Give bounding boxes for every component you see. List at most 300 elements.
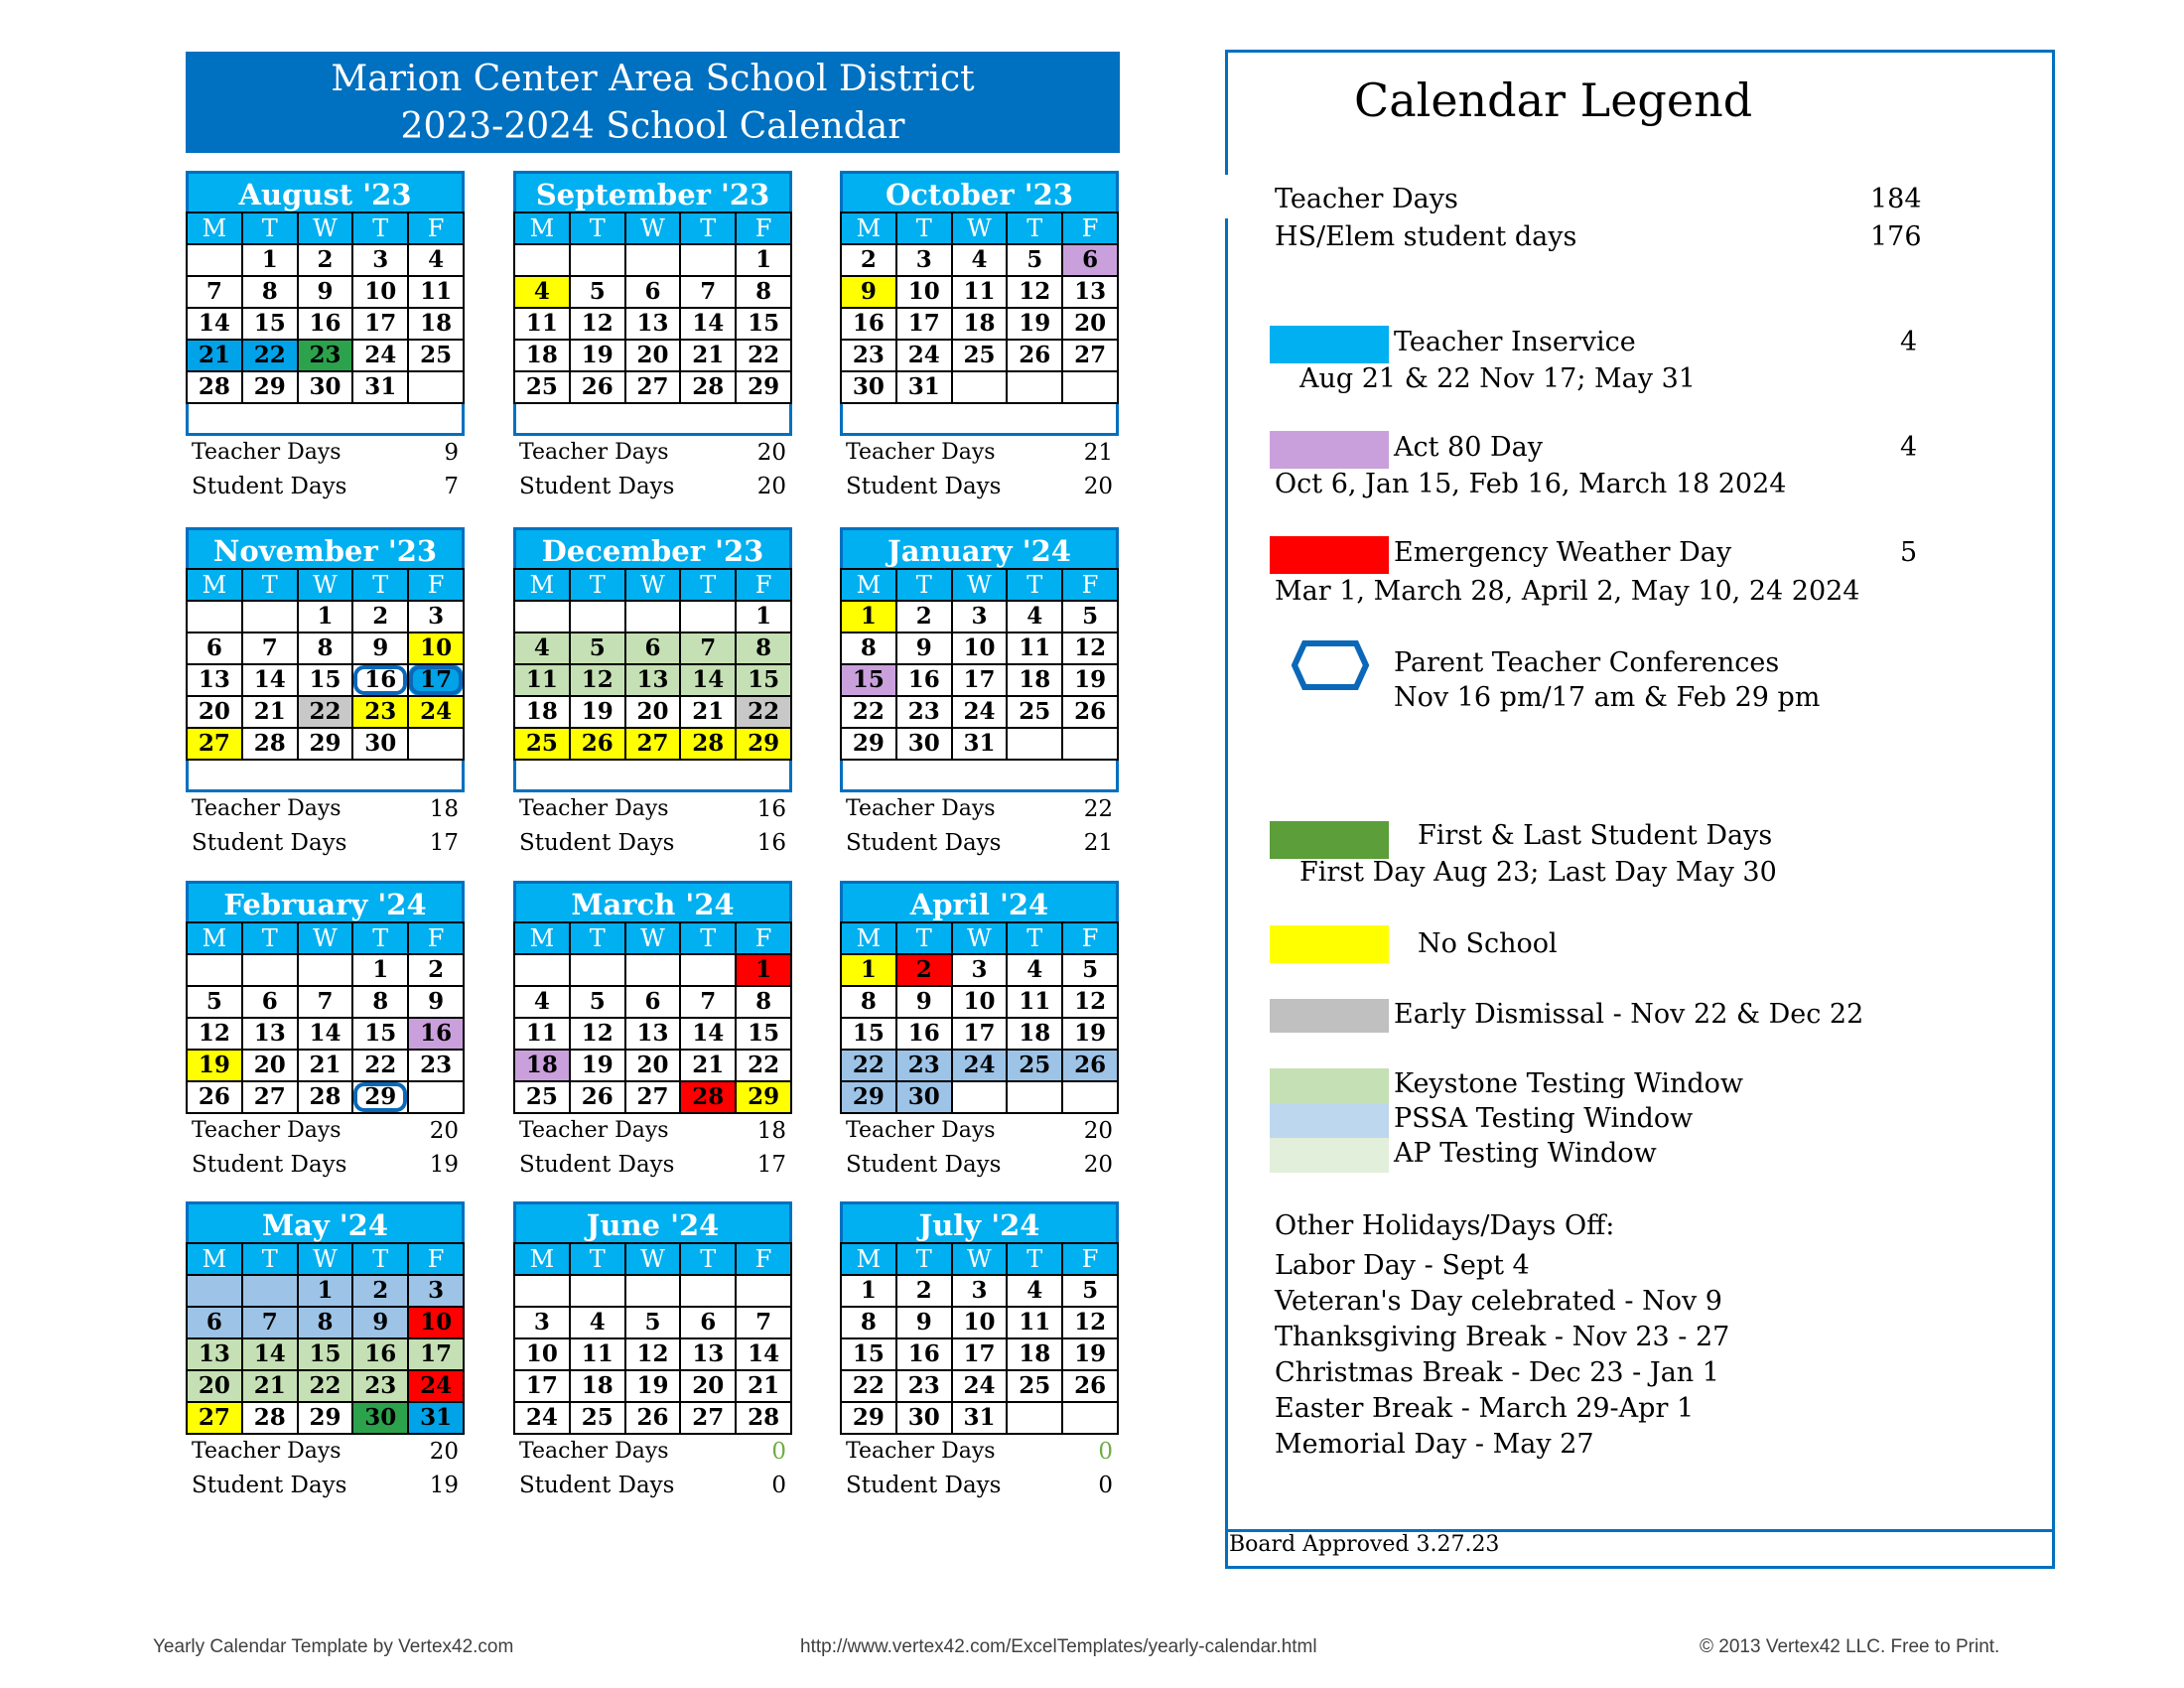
day-cell	[408, 371, 464, 403]
day-cell: 19	[1007, 308, 1062, 340]
day-cell: 22	[841, 696, 896, 728]
day-cell	[1007, 371, 1062, 403]
day-cell: 3	[952, 601, 1008, 633]
student-days-label: Student Days	[192, 1473, 347, 1498]
day-cell: 15	[736, 664, 791, 696]
day-cell: 15	[736, 308, 791, 340]
day-cell: 22	[736, 696, 791, 728]
day-cell: 5	[1007, 244, 1062, 276]
day-cell: 26	[187, 1081, 242, 1113]
day-cell: 13	[242, 1018, 298, 1050]
day-cell: 1	[352, 954, 408, 986]
inservice-swatch	[1270, 326, 1389, 363]
day-cell: 6	[680, 1307, 736, 1338]
day-cell: 20	[187, 696, 242, 728]
day-cell: 31	[952, 728, 1008, 760]
day-cell: 4	[952, 244, 1008, 276]
day-cell: 6	[187, 633, 242, 664]
day-cell: 23	[408, 1050, 464, 1081]
day-cell: 4	[514, 276, 570, 308]
teacher-days-label: Teacher Days	[519, 1118, 669, 1143]
weekday-header: T	[896, 922, 952, 954]
day-cell: 21	[736, 1370, 791, 1402]
day-cell: 16	[352, 1338, 408, 1370]
emergency-swatch	[1270, 536, 1389, 574]
month-grid	[186, 211, 465, 404]
weekday-header: T	[242, 922, 298, 954]
weekday-header: T	[242, 569, 298, 601]
teacher-days-label: Teacher Days	[192, 1118, 341, 1143]
legend-ap-label: AP Testing Window	[1394, 1138, 1657, 1169]
day-cell: 9	[352, 1307, 408, 1338]
day-cell: 5	[1062, 601, 1118, 633]
day-cell: 20	[680, 1370, 736, 1402]
weekday-header: T	[1007, 1243, 1062, 1275]
weekday-header: T	[896, 1243, 952, 1275]
day-cell: 26	[1062, 1370, 1118, 1402]
day-cell: 13	[680, 1338, 736, 1370]
day-cell: 21	[242, 696, 298, 728]
month-title: March '24	[513, 881, 792, 921]
footer-copyright: © 2013 Vertex42 LLC. Free to Print.	[1700, 1636, 2000, 1657]
day-cell	[514, 601, 570, 633]
month-title: April '24	[840, 881, 1119, 921]
pssa-swatch	[1270, 1103, 1389, 1138]
weekday-header: T	[680, 569, 736, 601]
student-days-label: Student Days	[192, 830, 347, 856]
month-grid	[186, 921, 465, 1114]
legend-act80-count: 4	[1900, 432, 1918, 463]
day-cell: 8	[841, 986, 896, 1018]
day-cell: 14	[680, 664, 736, 696]
board-approved-note: Board Approved 3.27.23	[1229, 1532, 1500, 1557]
month-grid	[840, 211, 1119, 404]
day-cell	[1062, 371, 1118, 403]
teacher-days-value: 0	[1098, 1439, 1113, 1465]
weekday-header: M	[514, 212, 570, 244]
day-cell	[408, 1081, 464, 1113]
weekday-header: W	[298, 1243, 353, 1275]
teacher-days-label: Teacher Days	[192, 1439, 341, 1464]
holiday-item: Thanksgiving Break - Nov 23 - 27	[1275, 1322, 1730, 1352]
holiday-item: Labor Day - Sept 4	[1275, 1250, 1530, 1281]
weekday-header: W	[298, 212, 353, 244]
weekday-header: T	[570, 212, 625, 244]
student-days-label: Student Days	[519, 1152, 675, 1178]
teacher-days-value: 20	[429, 1118, 459, 1144]
legend-title: Calendar Legend	[1354, 73, 1753, 127]
day-cell: 18	[514, 340, 570, 371]
day-cell: 3	[408, 1275, 464, 1307]
day-cell: 12	[1062, 1307, 1118, 1338]
day-cell: 21	[242, 1370, 298, 1402]
weekday-header: T	[680, 922, 736, 954]
day-cell: 12	[1062, 986, 1118, 1018]
day-cell: 19	[1062, 1018, 1118, 1050]
day-cell: 17	[408, 1338, 464, 1370]
day-cell: 9	[841, 276, 896, 308]
weekday-header: W	[952, 212, 1008, 244]
day-cell: 12	[625, 1338, 681, 1370]
other-holidays-title: Other Holidays/Days Off:	[1275, 1210, 1615, 1241]
weekday-header: T	[1007, 212, 1062, 244]
footer-template-credit: Yearly Calendar Template by Vertex42.com	[153, 1636, 514, 1657]
day-cell: 29	[352, 1081, 408, 1113]
day-cell: 17	[952, 1018, 1008, 1050]
day-cell: 8	[736, 276, 791, 308]
teacher-days-value: 20	[429, 1439, 459, 1465]
month-title: January '24	[840, 527, 1119, 568]
day-cell: 18	[952, 308, 1008, 340]
day-cell: 31	[896, 371, 952, 403]
student-days-label: Student Days	[846, 830, 1002, 856]
day-cell: 29	[736, 1081, 791, 1113]
day-cell: 20	[242, 1050, 298, 1081]
day-cell: 27	[625, 1081, 681, 1113]
day-cell: 23	[352, 696, 408, 728]
teacher-days-label: Teacher Days	[192, 440, 341, 465]
day-cell: 7	[187, 276, 242, 308]
day-cell	[570, 954, 625, 986]
month-day-counts	[186, 436, 465, 503]
day-cell: 20	[187, 1370, 242, 1402]
month-grid	[513, 568, 792, 761]
month-calendar	[840, 171, 1119, 503]
month-spacer-row	[513, 761, 792, 792]
day-cell: 30	[352, 728, 408, 760]
teacher-days-label: Teacher Days	[192, 796, 341, 821]
student-days-value: 0	[771, 1473, 786, 1498]
day-cell: 11	[408, 276, 464, 308]
teacher-days-label: Teacher Days	[846, 1118, 996, 1143]
student-days-label: Student Days	[192, 474, 347, 499]
day-cell: 4	[408, 244, 464, 276]
day-cell: 14	[680, 1018, 736, 1050]
day-cell: 16	[841, 308, 896, 340]
day-cell: 9	[408, 986, 464, 1018]
day-cell: 10	[896, 276, 952, 308]
teacher-days-value: 20	[756, 440, 786, 466]
teacher-days-value: 22	[1083, 796, 1113, 822]
day-cell: 24	[352, 340, 408, 371]
day-cell	[1007, 1081, 1062, 1113]
day-cell: 3	[952, 954, 1008, 986]
day-cell: 14	[736, 1338, 791, 1370]
month-day-counts	[840, 436, 1119, 503]
month-calendar	[840, 881, 1119, 1182]
day-cell: 6	[1062, 244, 1118, 276]
day-cell: 20	[625, 1050, 681, 1081]
day-cell: 1	[736, 954, 791, 986]
legend-act80-label: Act 80 Day	[1394, 432, 1543, 463]
month-spacer-row	[186, 761, 465, 792]
day-cell: 29	[736, 371, 791, 403]
month-calendar	[513, 527, 792, 860]
day-cell: 28	[298, 1081, 353, 1113]
day-cell: 1	[242, 244, 298, 276]
day-cell: 2	[896, 1275, 952, 1307]
day-cell: 3	[896, 244, 952, 276]
day-cell: 12	[570, 1018, 625, 1050]
day-cell: 2	[352, 601, 408, 633]
day-cell: 25	[514, 371, 570, 403]
day-cell	[1007, 1402, 1062, 1434]
day-cell: 29	[841, 1402, 896, 1434]
day-cell: 19	[625, 1370, 681, 1402]
day-cell: 8	[298, 1307, 353, 1338]
day-cell: 5	[625, 1307, 681, 1338]
student-days-label: Student Days	[846, 1473, 1002, 1498]
day-cell: 23	[896, 1370, 952, 1402]
day-cell	[242, 1275, 298, 1307]
legend-emergency-label: Emergency Weather Day	[1394, 537, 1732, 568]
day-cell: 28	[680, 728, 736, 760]
day-cell: 19	[570, 1050, 625, 1081]
day-cell: 25	[1007, 696, 1062, 728]
legend-emergency-dates: Mar 1, March 28, April 2, May 10, 24 2024	[1275, 576, 1860, 607]
day-cell: 19	[1062, 1338, 1118, 1370]
day-cell	[514, 1275, 570, 1307]
day-cell	[680, 1275, 736, 1307]
day-cell: 13	[187, 1338, 242, 1370]
legend-emergency-count: 5	[1900, 537, 1918, 568]
legend-keystone-label: Keystone Testing Window	[1394, 1068, 1744, 1099]
month-calendar	[513, 881, 792, 1182]
month-day-counts	[186, 1114, 465, 1182]
day-cell	[680, 244, 736, 276]
month-grid	[513, 921, 792, 1114]
day-cell: 4	[1007, 954, 1062, 986]
first-last-swatch	[1270, 821, 1389, 859]
day-cell: 1	[736, 601, 791, 633]
weekday-header: F	[1062, 1243, 1118, 1275]
day-cell: 16	[298, 308, 353, 340]
day-cell: 11	[1007, 986, 1062, 1018]
day-cell: 8	[841, 1307, 896, 1338]
weekday-header: W	[952, 922, 1008, 954]
day-cell: 2	[298, 244, 353, 276]
day-cell: 29	[298, 1402, 353, 1434]
day-cell	[952, 371, 1008, 403]
weekday-header: T	[352, 212, 408, 244]
day-cell: 24	[408, 1370, 464, 1402]
month-title: July '24	[840, 1201, 1119, 1242]
day-cell: 26	[1007, 340, 1062, 371]
month-title: August '23	[186, 171, 465, 211]
day-cell: 29	[736, 728, 791, 760]
day-cell: 29	[242, 371, 298, 403]
day-cell: 27	[242, 1081, 298, 1113]
day-cell: 12	[570, 664, 625, 696]
day-cell: 11	[570, 1338, 625, 1370]
month-calendar	[186, 527, 465, 860]
weekday-header: M	[187, 1243, 242, 1275]
day-cell: 2	[841, 244, 896, 276]
day-cell: 27	[625, 728, 681, 760]
student-days-label: Student Days	[519, 830, 675, 856]
legend-inservice-dates: Aug 21 & 22 Nov 17; May 31	[1299, 363, 1696, 394]
day-cell: 9	[352, 633, 408, 664]
legend-early-label: Early Dismissal - Nov 22 & Dec 22	[1394, 999, 1864, 1030]
day-cell: 12	[570, 308, 625, 340]
day-cell: 6	[187, 1307, 242, 1338]
day-cell: 28	[242, 728, 298, 760]
day-cell: 31	[952, 1402, 1008, 1434]
day-cell: 19	[570, 696, 625, 728]
day-cell: 16	[896, 664, 952, 696]
day-cell: 11	[514, 664, 570, 696]
day-cell: 4	[1007, 1275, 1062, 1307]
day-cell: 11	[1007, 633, 1062, 664]
weekday-header: M	[841, 212, 896, 244]
day-cell: 25	[514, 1081, 570, 1113]
day-cell: 2	[896, 601, 952, 633]
day-cell: 1	[298, 1275, 353, 1307]
day-cell: 26	[570, 1081, 625, 1113]
day-cell: 13	[625, 308, 681, 340]
weekday-header: M	[187, 569, 242, 601]
day-cell: 25	[952, 340, 1008, 371]
footer-template-link[interactable]: http://www.vertex42.com/ExcelTemplates/yearly-calendar.html	[800, 1636, 1317, 1657]
weekday-header: T	[896, 212, 952, 244]
day-cell: 22	[352, 1050, 408, 1081]
day-cell: 22	[298, 1370, 353, 1402]
day-cell: 18	[1007, 664, 1062, 696]
day-cell: 14	[298, 1018, 353, 1050]
weekday-header: M	[187, 922, 242, 954]
legend-ptc-label: Parent Teacher Conferences	[1394, 647, 1780, 678]
day-cell: 5	[1062, 1275, 1118, 1307]
weekday-header: M	[514, 922, 570, 954]
day-cell: 13	[625, 664, 681, 696]
month-calendar	[840, 1201, 1119, 1502]
month-day-counts	[513, 1114, 792, 1182]
day-cell: 15	[841, 1018, 896, 1050]
day-cell: 15	[841, 1338, 896, 1370]
day-cell	[1062, 1081, 1118, 1113]
calendar-title-banner	[186, 52, 1120, 153]
weekday-header: F	[1062, 922, 1118, 954]
day-cell: 27	[187, 728, 242, 760]
month-day-counts	[513, 1435, 792, 1502]
student-days-value: 19	[429, 1473, 459, 1498]
day-cell: 6	[625, 986, 681, 1018]
day-cell: 13	[1062, 276, 1118, 308]
day-cell: 15	[298, 1338, 353, 1370]
month-spacer-row	[186, 404, 465, 436]
weekday-header: T	[570, 569, 625, 601]
day-cell: 19	[570, 340, 625, 371]
holiday-item: Memorial Day - May 27	[1275, 1429, 1594, 1460]
day-cell: 7	[680, 986, 736, 1018]
holiday-item: Easter Break - March 29-Apr 1	[1275, 1393, 1695, 1424]
day-cell: 11	[514, 308, 570, 340]
day-cell	[1062, 728, 1118, 760]
day-cell: 11	[952, 276, 1008, 308]
day-cell: 9	[298, 276, 353, 308]
day-cell: 5	[187, 986, 242, 1018]
day-cell: 28	[187, 371, 242, 403]
month-grid	[186, 568, 465, 761]
day-cell: 5	[570, 276, 625, 308]
legend-ptc-dates: Nov 16 pm/17 am & Feb 29 pm	[1394, 682, 1821, 713]
teacher-days-label: Teacher Days	[846, 796, 996, 821]
day-cell: 31	[408, 1402, 464, 1434]
day-cell: 20	[1062, 308, 1118, 340]
month-grid	[186, 1242, 465, 1435]
weekday-header: T	[352, 1243, 408, 1275]
day-cell: 30	[896, 1081, 952, 1113]
day-cell: 1	[841, 1275, 896, 1307]
month-calendar	[186, 171, 465, 503]
ap-swatch	[1270, 1138, 1389, 1173]
day-cell: 9	[896, 986, 952, 1018]
day-cell: 24	[896, 340, 952, 371]
day-cell: 12	[187, 1018, 242, 1050]
day-cell: 12	[1007, 276, 1062, 308]
day-cell: 28	[680, 371, 736, 403]
day-cell	[242, 954, 298, 986]
day-cell: 9	[896, 1307, 952, 1338]
month-calendar	[840, 527, 1119, 860]
holiday-item: Christmas Break - Dec 23 - Jan 1	[1275, 1357, 1719, 1388]
student-days-value: 20	[1083, 474, 1113, 499]
day-cell: 8	[736, 986, 791, 1018]
day-cell: 14	[680, 308, 736, 340]
day-cell: 28	[736, 1402, 791, 1434]
day-cell: 21	[680, 696, 736, 728]
student-days-value: 16	[756, 830, 786, 856]
day-cell: 19	[187, 1050, 242, 1081]
day-cell: 22	[841, 1370, 896, 1402]
weekday-header: W	[625, 1243, 681, 1275]
weekday-header: M	[187, 212, 242, 244]
day-cell: 7	[736, 1307, 791, 1338]
day-cell: 27	[187, 1402, 242, 1434]
day-cell: 22	[242, 340, 298, 371]
weekday-header: F	[408, 1243, 464, 1275]
weekday-header: M	[514, 569, 570, 601]
teacher-days-value: 20	[1083, 1118, 1113, 1144]
day-cell: 10	[514, 1338, 570, 1370]
month-grid	[840, 1242, 1119, 1435]
legend-pssa-label: PSSA Testing Window	[1394, 1103, 1694, 1134]
day-cell	[680, 954, 736, 986]
day-cell: 10	[352, 276, 408, 308]
weekday-header: T	[570, 922, 625, 954]
day-cell: 20	[625, 696, 681, 728]
weekday-header: M	[841, 922, 896, 954]
teacher-days-value: 18	[756, 1118, 786, 1144]
day-cell: 6	[625, 633, 681, 664]
weekday-header: W	[625, 922, 681, 954]
day-cell: 31	[352, 371, 408, 403]
legend-no-school-label: No School	[1418, 928, 1558, 959]
day-cell: 8	[352, 986, 408, 1018]
day-cell: 22	[841, 1050, 896, 1081]
month-calendar	[513, 1201, 792, 1502]
weekday-header: T	[1007, 922, 1062, 954]
day-cell: 24	[514, 1402, 570, 1434]
day-cell: 2	[352, 1275, 408, 1307]
month-title: May '24	[186, 1201, 465, 1242]
weekday-header: T	[242, 1243, 298, 1275]
day-cell: 25	[408, 340, 464, 371]
month-title: June '24	[513, 1201, 792, 1242]
legend-teacher-days-value: 184	[1870, 184, 1922, 214]
day-cell: 7	[680, 633, 736, 664]
day-cell: 1	[736, 244, 791, 276]
